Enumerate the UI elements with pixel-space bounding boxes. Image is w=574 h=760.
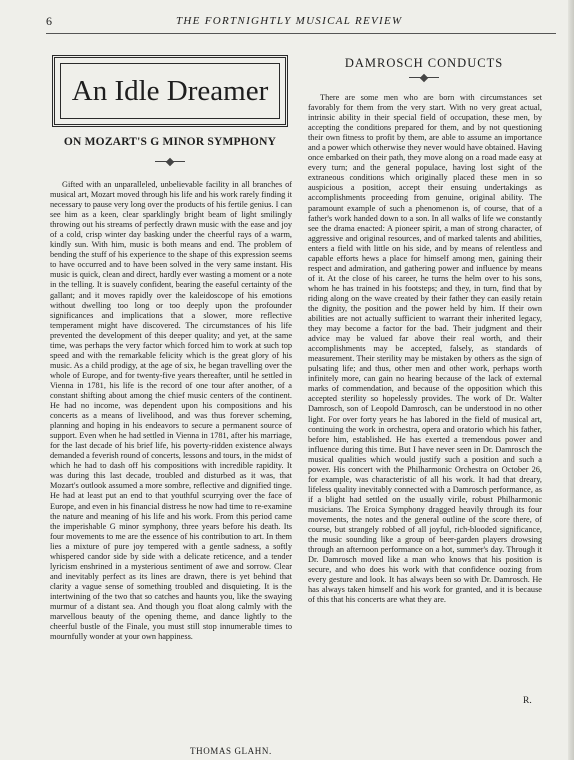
right-article-body [308,93,542,663]
right-article-text: There are some men who are born with circumstances set favorably for them from the very start. With no very great actual, intrinsic ability in their special field of occupation, these men, by accepting the conditions prepared for them, and by not questioning their own fitness to profit by them, are able to assume an importance and a power which otherwise they never would have obtained. Having once embarked on their path, they move along on a road made easy at every turn; and the general populace, having lost sight of the extraneous conditions which originally placed these men in so auspicious a position, accept their ensuing undertakings as accomplishments proceeding from genuine, original ability. The paramount example of such a phenomenon is, of course, that of a father's work handed down to a son. In all walks of life we constantly see the drama enacted: A pioneer spirit, a man of strong character, of aggressive and original resources, and of marked talents and abilities, enters a field with little on his side, and by means of relentless and capable efforts hews a place for himself among men, gaining their respect and admiration, and gathering power and influence by means of it. At the close of his career, he turns the helm over to his sons, whom he has trained in his footsteps; and they, in turn, find that by riding along on the wave created by their father they can easily retain the dignity, the position and the power held by him. If their own abilities are not actually sufficient to warrant their inherited legacy, they may become a factor for the bad. Their judgment and their advice may be valued far above their real worth, and their accomplishments may be accepted, falsely, as standards of measurement. Their sterility may be mistaken by others as the sign of pulsating life; and thus, other men and other work, perhaps worth infinitely more, can gain no hearing because of the lack of external marks of commendation, and because of the opposition which this accepted sterility so hopelessly provides. The work of Dr. Walter Damrosch, son of Leopold Damrosch, can be understood in no other light. For over forty years he has labored in the field of musical art, continuing the work in orchestra, opera and oratorio which his father, before him, established. He has exerted a tremendous power and influence during this time. But I have never seen in Dr. Damrosch the musical qualities which would justify such a position and such a power. His concert with the Philharmonic Orchestra on October 26, for example, was characteristic of all his work. It had that dreary, lifeless quality inevitably connected with a Damrosch performance, as if a blight had settled on the usually virile, robust Philharmonic musicians. The Eroica Symphony dragged heavily through its four movements, the notes and the general outline of the score there, of course, but strangely robbed of all joyful, rich-blooded significance, the music sounding like a group of beer-garden players drowsing through an afternoon performance on a hot, summer's day. Through it Dr. Damrosch moved like a man who knows that his position is secure, and who does his work with that confidence oozing from every gesture and look. It has always been so with Dr. Damrosch. He has always taken himself and his work for granted, and it is because of this that his concerts are what they are. [308,93,542,605]
page-edge-shadow [568,0,574,760]
running-title: THE FORTNIGHTLY MUSICAL REVIEW [176,15,403,27]
right-article-signature: R. [523,696,532,706]
title-frame-inner [60,63,280,119]
left-ornament [155,158,185,166]
left-article-title: An Idle Dreamer [71,74,269,107]
right-article-title: DAMROSCH CONDUCTS [344,56,504,70]
title-frame [52,55,288,127]
left-article-text: Gifted with an unparalleled, unbelievable facility in all branches of musical art, Mozart moved through his life and his work rarely finding it necessary to pause very long over the products of his fertile genius. I can see him as a keen, clear sparklingly bright beam of light smilingly throwing out his streams of perfectly drawn music with the ease and joy of a cold, crisp winter day basking under the cheerful rays of a warm, kindly sun. With him, music is both means and end. The problem of bending the stuff of his experience to the shape of this expression seems to have occurred and to have been solved in the very same instant. His music is quick, clean and direct, hardly ever wasting a moment or a note in the telling. It is suavely confident, bearing the easeful certainty of the gallant; and it moves rapidly over the kaleidoscope of his emotions without dwelling too long or too deeply upon the profounder significances and implications that a slower, more reflective temperament might have discovered. The circumstances of his life prevented the development of this deeper quality; and yet, at the same time, was perhaps the very factor which forced him to work at such top speed and with the remarkable felicity which is the great glory of his music. As a child prodigy, at the age of six, he began travelling over the whole of Europe, and for twenty-five years thereafter, until he settled in Vienna in 1781, his life is the record of one tour after another, of a constant shifting about among the chief music centers of the continent. He had no income, was dependent upon his compositions and his concerts as a means of livelihood, and was thus forever scheming, planning and hoping in his endeavors to secure a permanent source of support. Even when he had settled in Vienna in 1781, after his marriage, for the last decade of his brief life, his poverty-ridden existence always demanded a feverish round of concerts, lessons and tours, in the midst of which he had to dash off his compositions with incredible rapidity. It was during this last decade, troubled and disturbed as it was, that Mozart's outlook assumed a more sombre, reflective and dignified tinge. He had at least put an end to that youthful scurrying over the face of Europe, and even in his financial distress he now had time to re-examine the nature and meaning of his life and his work. From this period came the imperishable G minor symphony, three years before his death. Its four movements to me are the essence of his contribution to art. In them lies a mixture of pure joy tempered with a gentle sadness, a softly whispered candor side by side with a delicate reticence, and a tender lyricism enshrined in a mysterious sentiment of awe and sorrow. Clear and inevitably perfect as its lines are drawn, there is yet behind that clarity a vague sense of something troubled and disquieting. It is the intertwining of the two that so catches and haunts you, like the swaying murmur of a distant sea. And though you float along calmly with the marvellous beauty of the opening theme, and dance lightly to the cheerful bustle of the Finale, you must still stop innumerable times to mournfully wonder at your own happiness. [50,180,292,642]
right-ornament-diamond [420,74,428,82]
left-article-signature: THOMAS GLAHN. [190,746,272,756]
right-ornament [409,74,439,82]
left-ornament-diamond [166,158,174,166]
header-rule [46,33,556,34]
left-article-body [50,180,292,747]
left-article-subtitle: ON MOZART'S G MINOR SYMPHONY [63,136,277,148]
page-number: 6 [46,14,52,28]
running-header [46,14,560,30]
